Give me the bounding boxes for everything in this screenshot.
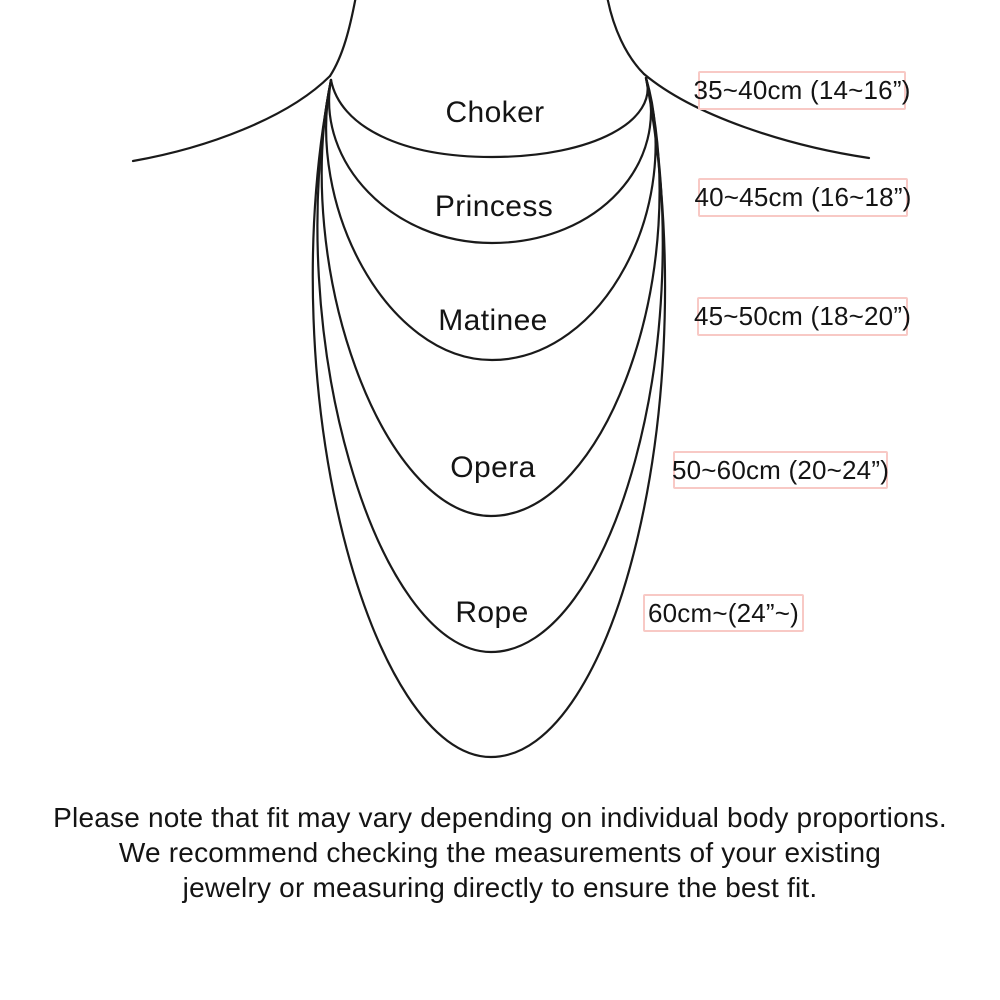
necklace-label-princess: Princess <box>434 190 554 223</box>
necklace-curve-rope <box>317 78 662 652</box>
measurement-box-rope: 60cm~(24”~) <box>643 594 804 632</box>
measurement-box-opera: 50~60cm (20~24”) <box>673 451 888 489</box>
neck-line-right <box>607 0 644 74</box>
measurement-box-choker: 35~40cm (14~16”) <box>698 71 906 110</box>
necklace-curve-longest <box>313 78 665 757</box>
necklace-label-rope: Rope <box>455 596 529 629</box>
shoulder-line-left <box>133 76 330 161</box>
fit-note <box>0 800 1000 905</box>
fit-note-line-2: We recommend checking the measurements of your existing <box>118 837 882 868</box>
necklace-label-matinee: Matinee <box>438 304 548 337</box>
necklace-label-choker: Choker <box>445 96 545 129</box>
necklace-label-opera: Opera <box>450 451 536 484</box>
fit-note-line-1: Please note that fit may vary depending on individual body proportions. <box>53 802 947 833</box>
measurement-box-matinee: 45~50cm (18~20”) <box>697 297 908 336</box>
measurement-box-princess: 40~45cm (16~18”) <box>698 178 908 217</box>
neck-line-left <box>330 0 356 76</box>
fit-note-line-3: jewelry or measuring directly to ensure the best fit. <box>182 872 818 903</box>
